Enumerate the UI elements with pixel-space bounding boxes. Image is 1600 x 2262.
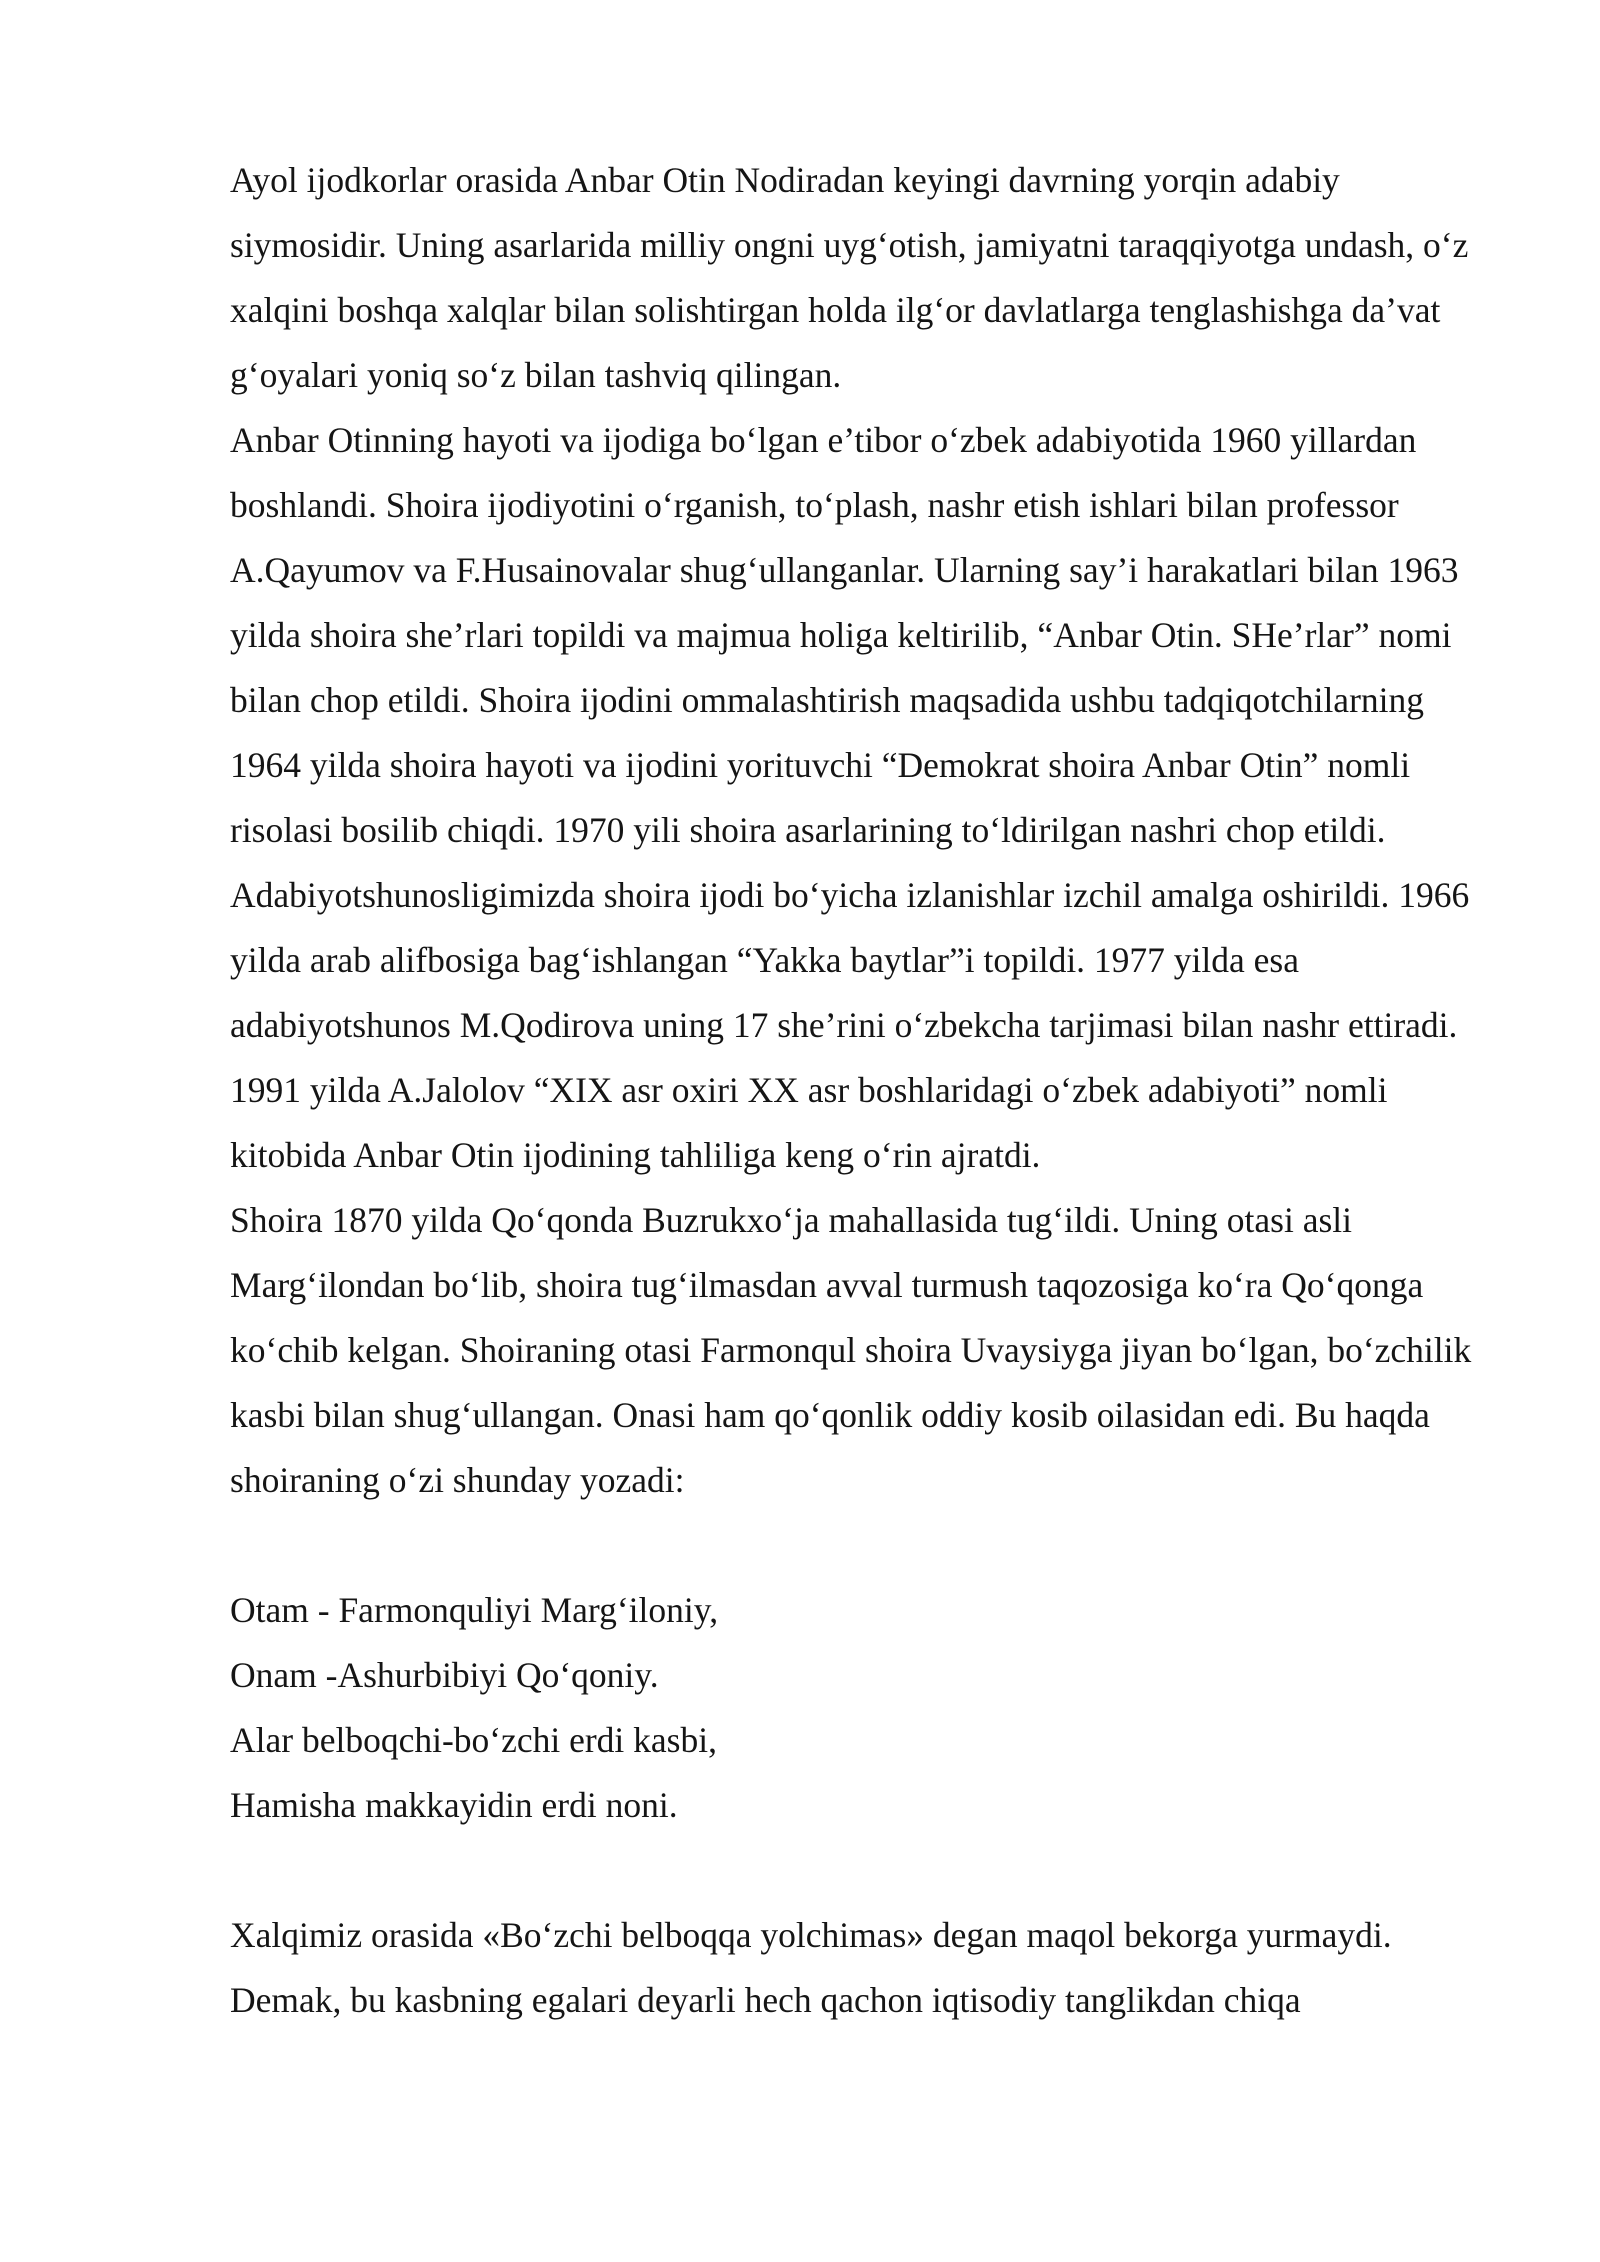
- verse-line: Otam - Farmonquliyi Marg‘iloniy,: [230, 1590, 719, 1630]
- verse-line: Hamisha makkayidin erdi noni.: [230, 1785, 678, 1825]
- paragraph-research-history: Anbar Otinning hayoti va ijodiga bo‘lgan e’tibor o‘zbek adabiyotida 1960 yillardan boshlandi. Shoira ijodiyotini o‘rganish, to‘plash, nashr etish ishlari bilan professor A.Qayumov va F.Husainovalar shug‘ullanganlar. Ularning say’i harakatlari bilan 1963 yilda shoira she’rlari topildi va majmua holiga keltirilib, “Anbar Otin. SHe’rlar” nomi bilan chop etildi. Shoira ijodini ommalashtirish maqsadida ushbu tadqiqotchilarning 1964 yilda shoira hayoti va ijodini yorituvchi “Demokrat shoira Anbar Otin” nomli risolasi bosilib chiqdi. 1970 yili shoira asarlarining to‘ldirilgan nashri chop etildi. Adabiyotshunosligimizda shoira ijodi bo‘yicha izlanishlar izchil amalga oshirildi. 1966 yilda arab alifbosiga bag‘ishlangan “Yakka baytlar”i topildi. 1977 yilda esa adabiyotshunos M.Qodirova uning 17 she’rini o‘zbekcha tarjimasi bilan nashr ettiradi. 1991 yilda A.Jalolov “XIX asr oxiri XX asr boshlaridagi o‘zbek adabiyoti” nomli kitobida Anbar Otin ijodining tahliliga keng o‘rin ajratdi.: [230, 420, 1470, 1175]
- verse-line: Alar belboqchi-bo‘zchi erdi kasbi,: [230, 1720, 717, 1760]
- body-text: [230, 148, 1490, 2033]
- verse-line: Onam -Ashurbibiyi Qo‘qoniy.: [230, 1655, 659, 1695]
- paragraph-biography: Shoira 1870 yilda Qo‘qonda Buzrukxo‘ja mahallasida tug‘ildi. Uning otasi asli Marg‘ilondan bo‘lib, shoira tug‘ilmasdan avval turmush taqozosiga ko‘ra Qo‘qonga ko‘chib kelgan. Shoiraning otasi Farmonqul shoira Uvaysiyga jiyan bo‘lgan, bo‘zchilik kasbi bilan shug‘ullangan. Onasi ham qo‘qonlik oddiy kosib oilasidan edi. Bu haqda shoiraning o‘zi shunday yozadi:: [230, 1200, 1472, 1500]
- paragraph-intro: Ayol ijodkorlar orasida Anbar Otin Nodiradan keyingi davrning yorqin adabiy siymosidir. Uning asarlarida milliy ongni uyg‘otish, jamiyatni taraqqiyotga undash, o‘z xalqini boshqa xalqlar bilan solishtirgan holda ilg‘or davlatlarga tenglashishga da’vat g‘oyalari yoniq so‘z bilan tashviq qilingan.: [230, 160, 1469, 395]
- verse-quote: [230, 1578, 1490, 1838]
- paragraph-proverb: Xalqimiz orasida «Bo‘zchi belboqqa yolchimas» degan maqol bekorga yurmaydi. Demak, bu kasbning egalari deyarli hech qachon iqtisodiy tanglikdan chiqa: [230, 1915, 1392, 2020]
